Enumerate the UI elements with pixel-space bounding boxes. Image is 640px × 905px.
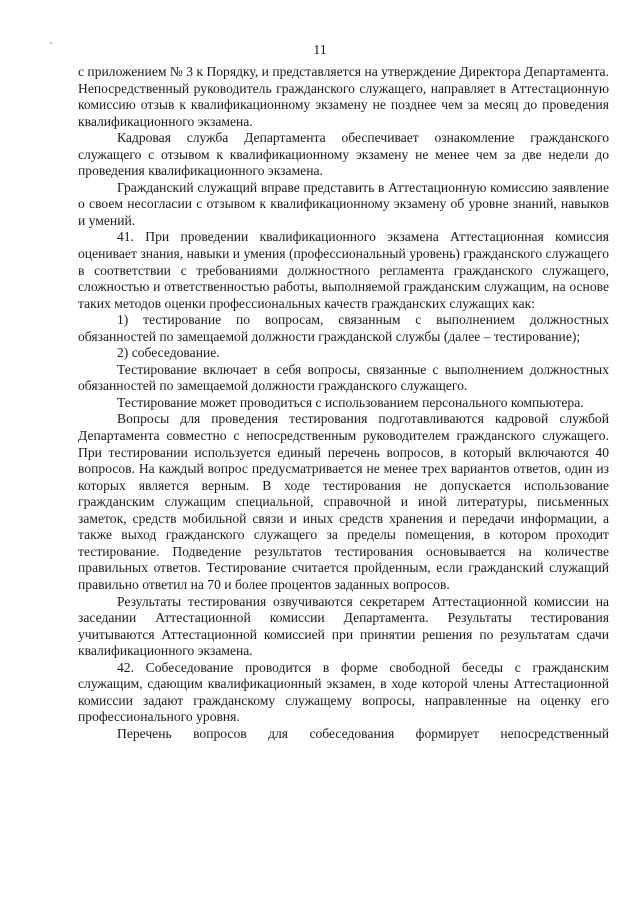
paragraph-disagreement-right: Гражданский служащий вправе представить в Аттестационную комиссию заявление о своем несогласии с отзывом к квалификационному экзамену об уровне знаний, навыков и умений. [78,179,609,228]
list-item-testing: 1) тестирование по вопросам, связанным с выполнением должностных обязанностей по замещаемой должности гражданской службы (далее – тестирование); [78,312,609,344]
paragraph-testing-computer: Тестирование может проводиться с использованием персонального компьютера. [117,394,584,410]
document-body [78,64,609,742]
paragraph-item-41: 41. При проведении квалификационного экзамена Аттестационная комиссия оценивает знания, навыки и умения (профессиональный уровень) гражданского служащего в соответствии с требованиями должностного регламента гражданского служащего, сложностью и ответственностью работы, выполняемой гражданским служащим, на основе таких методов оценки профессиональных качеств гражданских служащих как: [78,229,609,311]
paragraph-hr-familiarization: Кадровая служба Департамента обеспечивает ознакомление гражданского служащего с отзывом к квалификационному экзамену не менее чем за две недели до проведения квалификационного экзамена. [78,130,609,179]
paragraph-interview-questions: Перечень вопросов для собеседования формирует непосредственный [117,725,609,741]
paragraph-item-42: 42. Собеседование проводится в форме свободной беседы с гражданским служащим, сдающим квалификационный экзамен, в ходе которой члены Аттестационной комиссии задают гражданскому служащему вопросы, направленные на оценку его профессионального уровня. [78,659,609,725]
paragraph-continuation: с приложением № 3 к Порядку, и представляется на утверждение Директора Департамента. Непосредственный руководитель гражданского служащего, направляет в Аттестационную комиссию отзыв к квалификационному экзамену не позднее чем за месяц до проведения квалификационного экзамена. [78,64,609,129]
page-number: 11 [313,43,327,58]
paragraph-testing-contents: Тестирование включает в себя вопросы, связанные с выполнением должностных обязанностей по замещаемой должности гражданского служащего. [78,361,609,394]
paragraph-testing-results: Результаты тестирования озвучиваются секретарем Аттестационной комиссии на заседании Аттестационной комиссии Департамента. Результаты тестирования учитываются Аттестационной комиссией при принятии решения по результатам сдачи квалификационного экзамена. [78,593,609,659]
paragraph-testing-questions: Вопросы для проведения тестирования подготавливаются кадровой службой Департамента совместно с непосредственным руководителем гражданского служащего. При тестировании используется единый перечень вопросов, в который включаются 40 вопросов. На каждый вопрос предусматривается не менее трех вариантов ответов, один из которых является верным. В ходе тестирования не допускается использование гражданским служащим специальной, справочной и иной литературы, письменных заметок, средств мобильной связи и иных средств хранения и передачи информации, а также выход гражданского служащего за пределы помещения, в котором проходит тестирование. Подведение результатов тестирования основывается на количестве правильных ответов. Тестирование считается пройденным, если гражданский служащий правильно ответил на 70 и более процентов заданных вопросов. [78,411,609,592]
list-item-interview: 2) собеседование. [117,345,220,361]
